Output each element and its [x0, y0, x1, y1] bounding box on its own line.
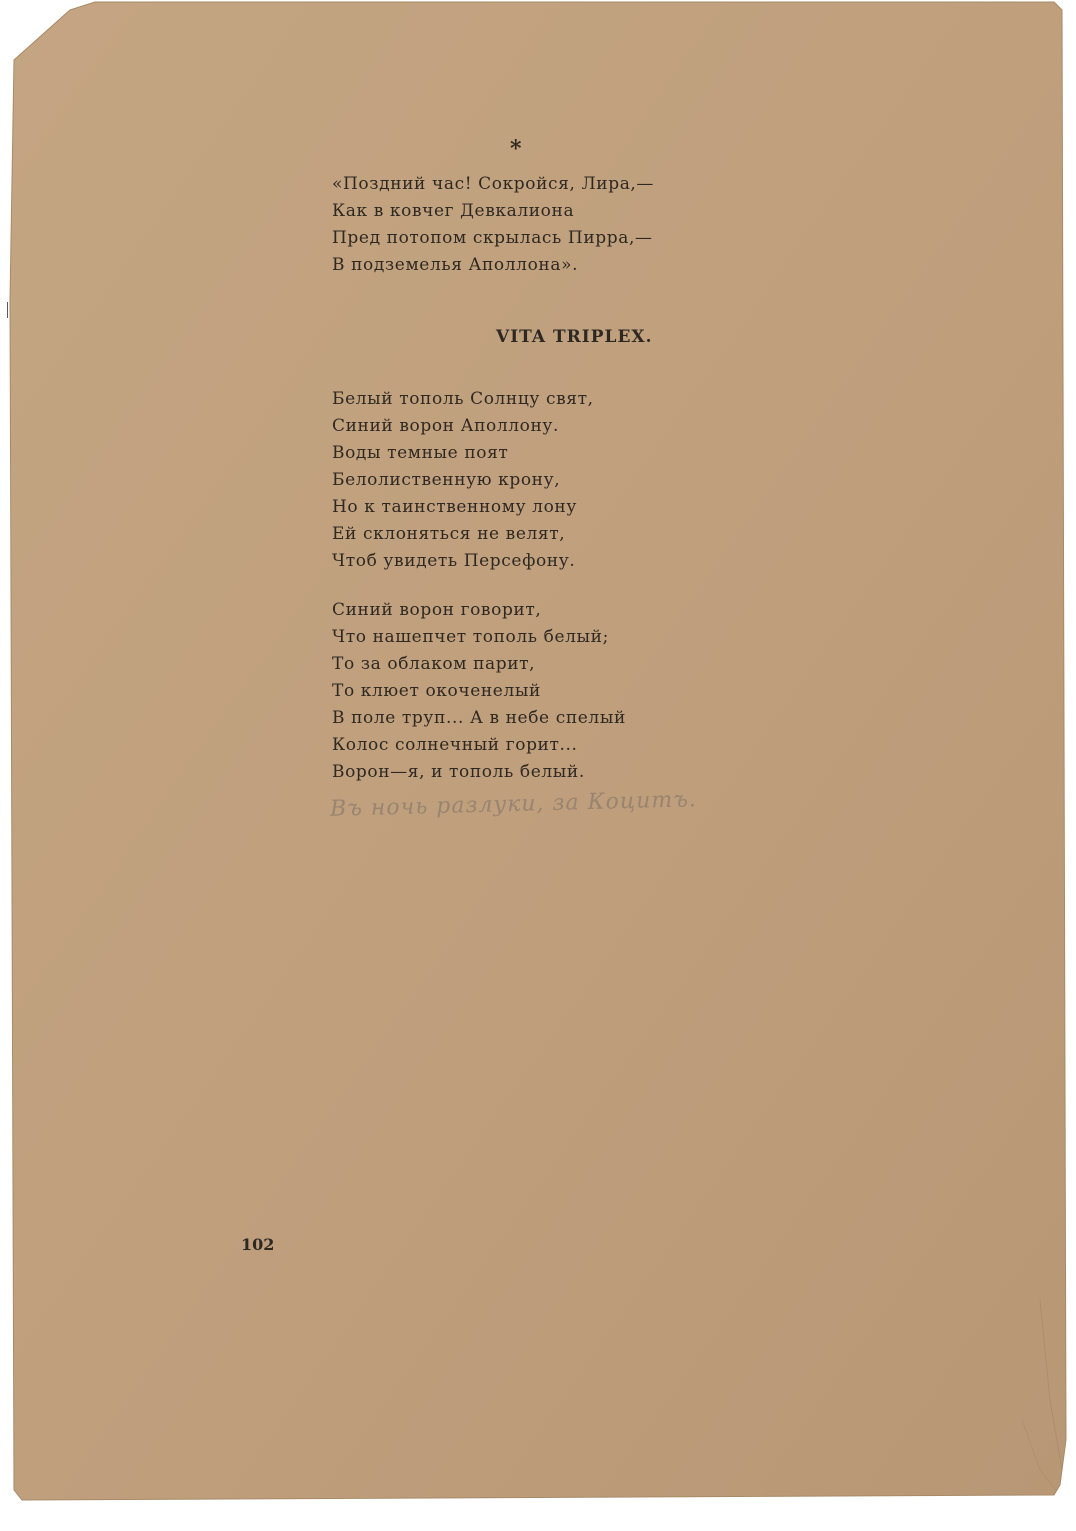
- poem1-line: Как в ковчег Девкалиона: [332, 201, 575, 221]
- stanza1-line: Воды темные поят: [332, 443, 509, 463]
- poem2-stanza-2: [332, 597, 626, 786]
- poem1-line: Пред потопом скрылась Пирра,—: [332, 228, 653, 248]
- margin-mark: [7, 302, 8, 318]
- poem1-verse: [332, 171, 654, 279]
- page-number: 102: [241, 1235, 275, 1254]
- poem1-line: «Поздний час! Сокройся, Лира,—: [332, 174, 655, 194]
- poem1-line: В подземелья Аполлона».: [332, 255, 579, 275]
- stanza1-line: Белолиственную крону,: [332, 470, 561, 490]
- section-asterisk: *: [510, 136, 522, 162]
- stanza1-line: Синий ворон Аполлону.: [332, 416, 560, 436]
- stanza2-line: Колос солнечный горит...: [332, 735, 578, 755]
- stanza2-line: В поле труп... А в небе спелый: [332, 708, 626, 728]
- stanza2-line: Что нашепчет тополь белый;: [332, 627, 609, 647]
- stanza1-line: Но к таинственному лону: [332, 497, 577, 517]
- handwritten-pencil-note: Въ ночь разлуки, за Коцитъ.: [329, 787, 698, 822]
- stanza2-line: Ворон—я, и тополь белый.: [332, 762, 585, 782]
- stanza2-line: То за облаком парит,: [332, 654, 536, 674]
- poem2-stanza-1: [332, 386, 594, 575]
- stanza1-line: Белый тополь Солнцу свят,: [332, 389, 594, 409]
- stanza1-line: Ей склоняться не велят,: [332, 524, 566, 544]
- stanza1-line: Чтоб увидеть Персефону.: [332, 551, 576, 571]
- stanza2-line: Синий ворон говорит,: [332, 600, 542, 620]
- stanza2-line: То клюет окоченелый: [332, 681, 541, 701]
- poem-title: VITA TRIPLEX.: [496, 327, 653, 347]
